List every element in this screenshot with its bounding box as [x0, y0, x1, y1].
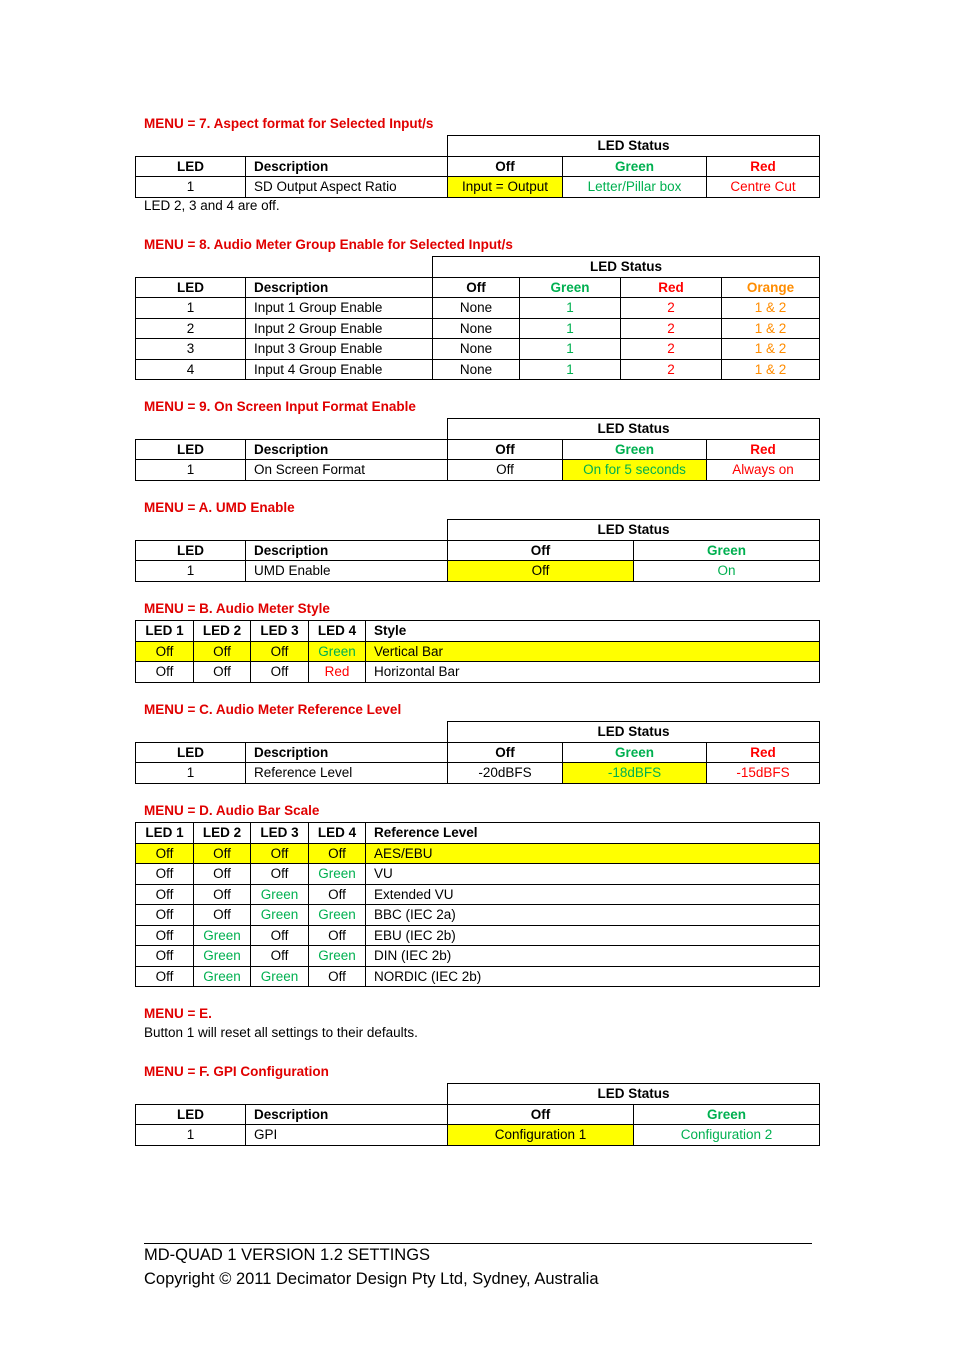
cell-off: Off	[448, 460, 563, 481]
cell-green: 1	[520, 318, 621, 339]
table-row	[136, 662, 820, 683]
cell-reference-level: VU	[366, 864, 820, 885]
cell-orange: 1 & 2	[722, 318, 820, 339]
cell-red: 2	[621, 359, 722, 380]
section-e-note: Button 1 will reset all settings to their defaults.	[144, 1025, 418, 1040]
col-led1: LED 1	[136, 621, 194, 642]
col-red: Red	[621, 277, 722, 298]
cell-reference-level: NORDIC (IEC 2b)	[366, 966, 820, 987]
cell-led: 1	[136, 1125, 246, 1146]
col-description: Description	[246, 1104, 448, 1125]
section-9-heading: MENU = 9. On Screen Input Format Enable	[144, 399, 416, 414]
table-row	[136, 1125, 820, 1146]
table-row	[136, 359, 820, 380]
cell-style: Horizontal Bar	[366, 662, 820, 683]
col-off: Off	[448, 1104, 634, 1125]
table-row	[136, 460, 820, 481]
col-off: Off	[448, 156, 563, 177]
cell-style: Vertical Bar	[366, 641, 820, 662]
cell-led4: Off	[309, 966, 366, 987]
section-e-heading: MENU = E.	[144, 1006, 212, 1021]
led-status-header: LED Status	[433, 257, 820, 278]
section-d-table	[135, 822, 820, 987]
cell-off: None	[433, 339, 520, 360]
cell-description: Input 1 Group Enable	[246, 298, 433, 319]
led-status-header: LED Status	[448, 136, 820, 157]
col-led2: LED 2	[194, 621, 251, 642]
cell-green: -18dBFS	[563, 763, 707, 784]
cell-green: On	[634, 561, 820, 582]
led-status-header: LED Status	[448, 722, 820, 743]
cell-led2: Green	[194, 946, 251, 967]
section-9-table	[135, 418, 820, 481]
cell-off: None	[433, 359, 520, 380]
col-off: Off	[433, 277, 520, 298]
col-red: Red	[707, 156, 820, 177]
cell-green: On for 5 seconds	[563, 460, 707, 481]
cell-led2: Off	[194, 641, 251, 662]
led-status-header: LED Status	[448, 419, 820, 440]
col-red: Red	[707, 439, 820, 460]
cell-off: None	[433, 318, 520, 339]
col-red: Red	[707, 742, 820, 763]
col-off: Off	[448, 742, 563, 763]
cell-reference-level: DIN (IEC 2b)	[366, 946, 820, 967]
col-off: Off	[448, 540, 634, 561]
section-8-table	[135, 256, 820, 380]
cell-red: -15dBFS	[707, 763, 820, 784]
col-led: LED	[136, 277, 246, 298]
cell-off: Configuration 1	[448, 1125, 634, 1146]
table-row	[136, 339, 820, 360]
section-b-heading: MENU = B. Audio Meter Style	[144, 601, 330, 616]
cell-orange: 1 & 2	[722, 339, 820, 360]
cell-led2: Green	[194, 925, 251, 946]
led-status-header: LED Status	[448, 520, 820, 541]
table-row	[136, 177, 820, 198]
cell-led4: Green	[309, 864, 366, 885]
cell-description: Input 3 Group Enable	[246, 339, 433, 360]
footer-copyright: Copyright © 2011 Decimator Design Pty Ltd, Sydney, Australia	[144, 1270, 599, 1288]
col-led: LED	[136, 156, 246, 177]
cell-red: 2	[621, 298, 722, 319]
table-row	[136, 318, 820, 339]
cell-led4: Off	[309, 925, 366, 946]
col-description: Description	[246, 742, 448, 763]
col-led3: LED 3	[251, 823, 309, 844]
cell-red: Centre Cut	[707, 177, 820, 198]
cell-off: None	[433, 298, 520, 319]
led-status-header: LED Status	[448, 1084, 820, 1105]
cell-led1: Off	[136, 946, 194, 967]
section-b-table	[135, 620, 820, 683]
col-green: Green	[634, 1104, 820, 1125]
section-a-table	[135, 519, 820, 582]
footer-title: MD-QUAD 1 VERSION 1.2 SETTINGS	[144, 1246, 431, 1264]
table-row	[136, 763, 820, 784]
cell-led4: Red	[309, 662, 366, 683]
col-led2: LED 2	[194, 823, 251, 844]
table-row	[136, 641, 820, 662]
cell-description: UMD Enable	[246, 561, 448, 582]
col-led: LED	[136, 540, 246, 561]
cell-orange: 1 & 2	[722, 298, 820, 319]
cell-led3: Off	[251, 641, 309, 662]
cell-green: 1	[520, 339, 621, 360]
cell-description: Input 2 Group Enable	[246, 318, 433, 339]
cell-description: Reference Level	[246, 763, 448, 784]
cell-off: Off	[448, 561, 634, 582]
cell-led3: Off	[251, 843, 309, 864]
col-off: Off	[448, 439, 563, 460]
cell-led1: Off	[136, 905, 194, 926]
col-description: Description	[246, 439, 448, 460]
cell-led: 1	[136, 298, 246, 319]
col-description: Description	[246, 156, 448, 177]
cell-led1: Off	[136, 843, 194, 864]
table-row	[136, 966, 820, 987]
cell-led1: Off	[136, 884, 194, 905]
table-row	[136, 843, 820, 864]
cell-led3: Off	[251, 946, 309, 967]
col-led3: LED 3	[251, 621, 309, 642]
cell-red: 2	[621, 339, 722, 360]
col-led: LED	[136, 439, 246, 460]
cell-green: Configuration 2	[634, 1125, 820, 1146]
cell-description: On Screen Format	[246, 460, 448, 481]
cell-led4: Off	[309, 884, 366, 905]
cell-description: GPI	[246, 1125, 448, 1146]
cell-reference-level: BBC (IEC 2a)	[366, 905, 820, 926]
cell-green: 1	[520, 359, 621, 380]
col-led1: LED 1	[136, 823, 194, 844]
cell-led: 4	[136, 359, 246, 380]
table-row	[136, 884, 820, 905]
cell-description: Input 4 Group Enable	[246, 359, 433, 380]
cell-led: 1	[136, 763, 246, 784]
cell-orange: 1 & 2	[722, 359, 820, 380]
cell-green: 1	[520, 298, 621, 319]
cell-led4: Off	[309, 843, 366, 864]
section-7-table	[135, 135, 820, 198]
cell-led2: Green	[194, 966, 251, 987]
cell-reference-level: EBU (IEC 2b)	[366, 925, 820, 946]
col-style: Style	[366, 621, 820, 642]
cell-led3: Green	[251, 905, 309, 926]
section-8-heading: MENU = 8. Audio Meter Group Enable for Selected Input/s	[144, 237, 513, 252]
cell-led: 1	[136, 561, 246, 582]
cell-led4: Green	[309, 641, 366, 662]
cell-off: Input = Output	[448, 177, 563, 198]
col-description: Description	[246, 540, 448, 561]
col-green: Green	[634, 540, 820, 561]
cell-led4: Green	[309, 946, 366, 967]
cell-led: 2	[136, 318, 246, 339]
cell-led3: Green	[251, 884, 309, 905]
cell-off: -20dBFS	[448, 763, 563, 784]
cell-led3: Off	[251, 662, 309, 683]
section-c-table	[135, 721, 820, 784]
cell-led1: Off	[136, 662, 194, 683]
cell-led2: Off	[194, 843, 251, 864]
cell-reference-level: AES/EBU	[366, 843, 820, 864]
section-d-heading: MENU = D. Audio Bar Scale	[144, 803, 320, 818]
col-led4: LED 4	[309, 823, 366, 844]
col-led4: LED 4	[309, 621, 366, 642]
col-led: LED	[136, 1104, 246, 1125]
cell-led1: Off	[136, 966, 194, 987]
cell-led1: Off	[136, 864, 194, 885]
table-row	[136, 561, 820, 582]
table-row	[136, 946, 820, 967]
col-green: Green	[563, 439, 707, 460]
cell-led3: Green	[251, 966, 309, 987]
cell-red: 2	[621, 318, 722, 339]
cell-led: 3	[136, 339, 246, 360]
table-row	[136, 864, 820, 885]
section-f-table	[135, 1083, 820, 1146]
section-f-heading: MENU = F. GPI Configuration	[144, 1064, 329, 1079]
cell-led3: Off	[251, 864, 309, 885]
col-green: Green	[563, 742, 707, 763]
section-7-heading: MENU = 7. Aspect format for Selected Input/s	[144, 116, 434, 131]
section-c-heading: MENU = C. Audio Meter Reference Level	[144, 702, 402, 717]
cell-led: 1	[136, 460, 246, 481]
cell-green: Letter/Pillar box	[563, 177, 707, 198]
table-row	[136, 925, 820, 946]
cell-red: Always on	[707, 460, 820, 481]
section-a-heading: MENU = A. UMD Enable	[144, 500, 295, 515]
col-orange: Orange	[722, 277, 820, 298]
col-green: Green	[563, 156, 707, 177]
cell-led4: Green	[309, 905, 366, 926]
cell-led2: Off	[194, 884, 251, 905]
cell-led2: Off	[194, 662, 251, 683]
cell-led2: Off	[194, 905, 251, 926]
table-row	[136, 905, 820, 926]
cell-reference-level: Extended VU	[366, 884, 820, 905]
col-green: Green	[520, 277, 621, 298]
footer-divider	[144, 1243, 812, 1244]
cell-led3: Off	[251, 925, 309, 946]
table-row	[136, 298, 820, 319]
cell-led1: Off	[136, 641, 194, 662]
cell-led2: Off	[194, 864, 251, 885]
cell-description: SD Output Aspect Ratio	[246, 177, 448, 198]
cell-led: 1	[136, 177, 246, 198]
col-led: LED	[136, 742, 246, 763]
cell-led1: Off	[136, 925, 194, 946]
col-reference-level: Reference Level	[366, 823, 820, 844]
section-7-note: LED 2, 3 and 4 are off.	[144, 198, 280, 213]
col-description: Description	[246, 277, 433, 298]
